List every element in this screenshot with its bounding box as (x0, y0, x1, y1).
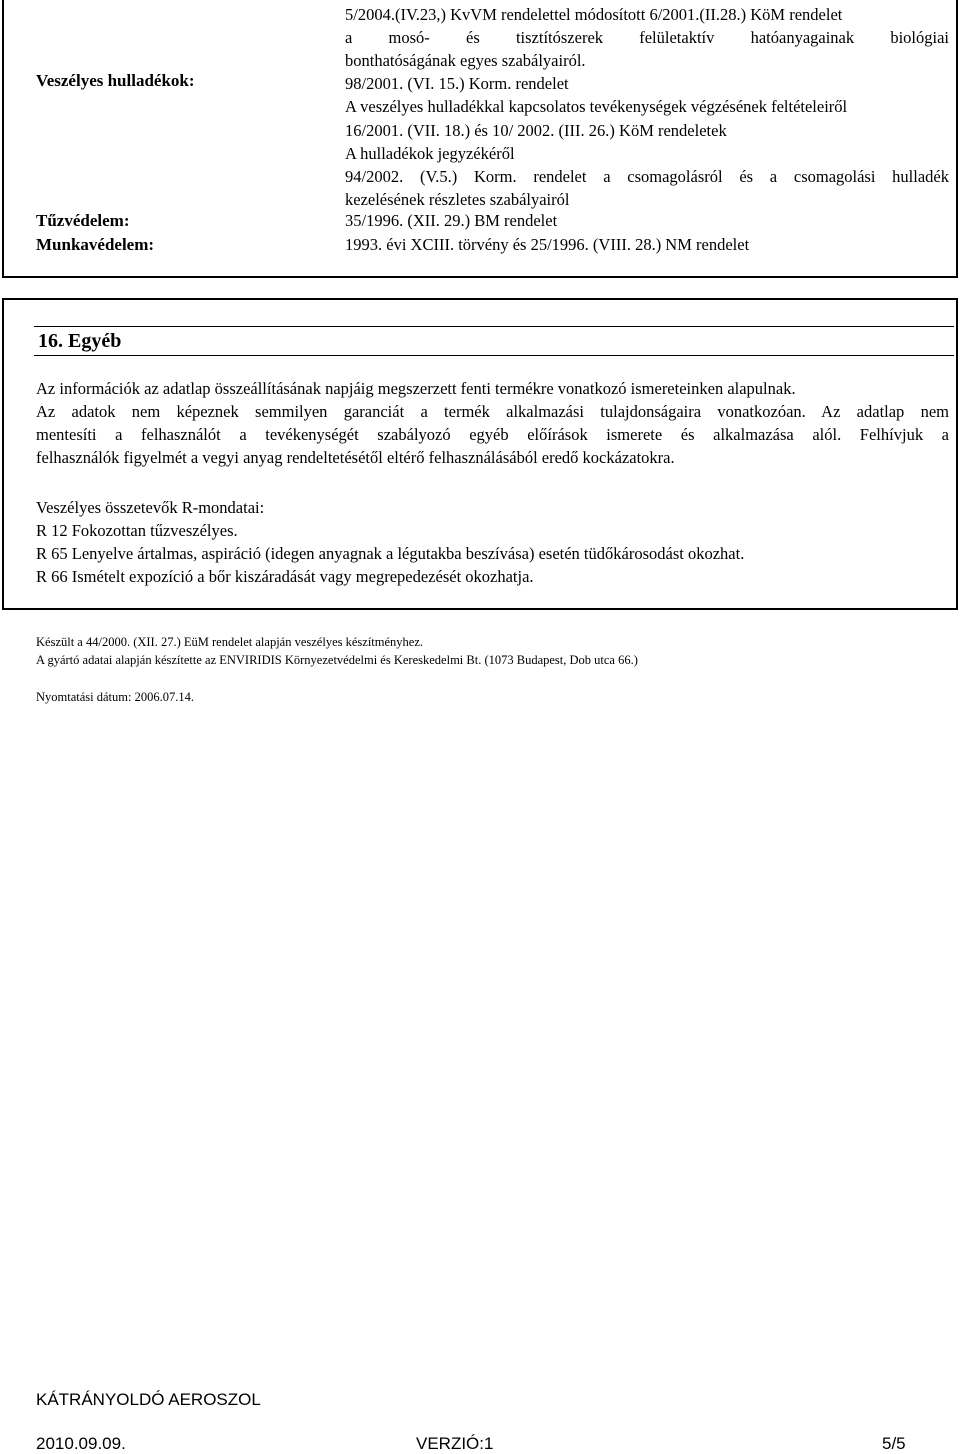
r-phrases-heading: Veszélyes összetevők R-mondatai: (36, 498, 265, 517)
regulation-line: kezelésének részletes szabályairól (345, 190, 570, 209)
label-work-safety: Munkavédelem: (36, 235, 155, 254)
print-date: Nyomtatási dátum: 2006.07.14. (36, 690, 194, 704)
footer-page-number: 5/5 (882, 1434, 906, 1453)
regulation-line: bonthatóságának egyes szabályairól. (345, 51, 586, 70)
regulation-line: A veszélyes hulladékkal kapcsolatos tevékenységek végzésének feltételeiről (345, 97, 848, 116)
paragraph-line: Az információk az adatlap összeállításának napjáig megszerzett fenti termékre vonatkozó ismereteinken alapulnak. (36, 379, 796, 398)
paragraph-line: felhasználók figyelmét a vegyi anyag rendeltetésétől eltérő felhasználásából eredő kockázatokra. (36, 448, 675, 467)
regulation-line: a mosó- és tisztítószerek felületaktív hatóanyagainak biológiai (345, 28, 949, 47)
regulation-line: 94/2002. (V.5.) Korm. rendelet a csomagolásról és a csomagolási hulladék (345, 167, 949, 186)
regulation-line: 5/2004.(IV.23,) KvVM rendelettel módosított 6/2001.(II.28.) KöM rendelet (345, 5, 843, 24)
section-16-paragraph (36, 377, 949, 469)
footer-version: VERZIÓ:1 (416, 1434, 494, 1453)
regulation-line: 1993. évi XCIII. törvény és 25/1996. (VIII. 28.) NM rendelet (345, 235, 750, 254)
prepared-note: Készült a 44/2000. (XII. 27.) EüM rendelet alapján veszélyes készítményhez. (36, 635, 424, 649)
product-name: KÁTRÁNYOLDÓ AEROSZOL (36, 1390, 261, 1409)
regulation-line: A hulladékok jegyzékéről (345, 144, 515, 163)
label-hazardous-waste: Veszélyes hulladékok: (36, 71, 195, 90)
paragraph-line: Az adatok nem képeznek semmilyen garanciát a termék alkalmazási tulajdonságaira vonatkozóan. Az adatlap nem (36, 402, 949, 421)
regulation-line: 98/2001. (VI. 15.) Korm. rendelet (345, 74, 569, 93)
section-16-header-bar (34, 326, 954, 356)
r-phrase: R 66 Ismételt expozíció a bőr kiszáradását vagy megrepedezését okozhatja. (36, 567, 534, 586)
r-phrase: R 12 Fokozottan tűzveszélyes. (36, 521, 238, 540)
r-phrase: R 65 Lenyelve ártalmas, aspiráció (idegen anyagnak a légutakba beszívása) esetén tüdőkárosodást okozhat. (36, 544, 745, 563)
manufacturer-note: A gyártó adatai alapján készítette az ENVIRIDIS Környezetvédelmi és Kereskedelmi Bt. (1073 Budapest, Dob utca 66.) (36, 653, 638, 667)
footer-date: 2010.09.09. (36, 1434, 126, 1453)
section-16-title: 16. Egyéb (38, 330, 122, 352)
paragraph-line: mentesíti a felhasználót a tevékenységét szabályozó egyéb előírások ismerete és alkalmazása alól. Felhívjuk a (36, 425, 949, 444)
label-fire-protection: Tűzvédelem: (36, 211, 130, 230)
regulation-line: 16/2001. (VII. 18.) és 10/ 2002. (III. 26.) KöM rendeletek (345, 121, 727, 140)
regulation-line: 35/1996. (XII. 29.) BM rendelet (345, 211, 558, 230)
